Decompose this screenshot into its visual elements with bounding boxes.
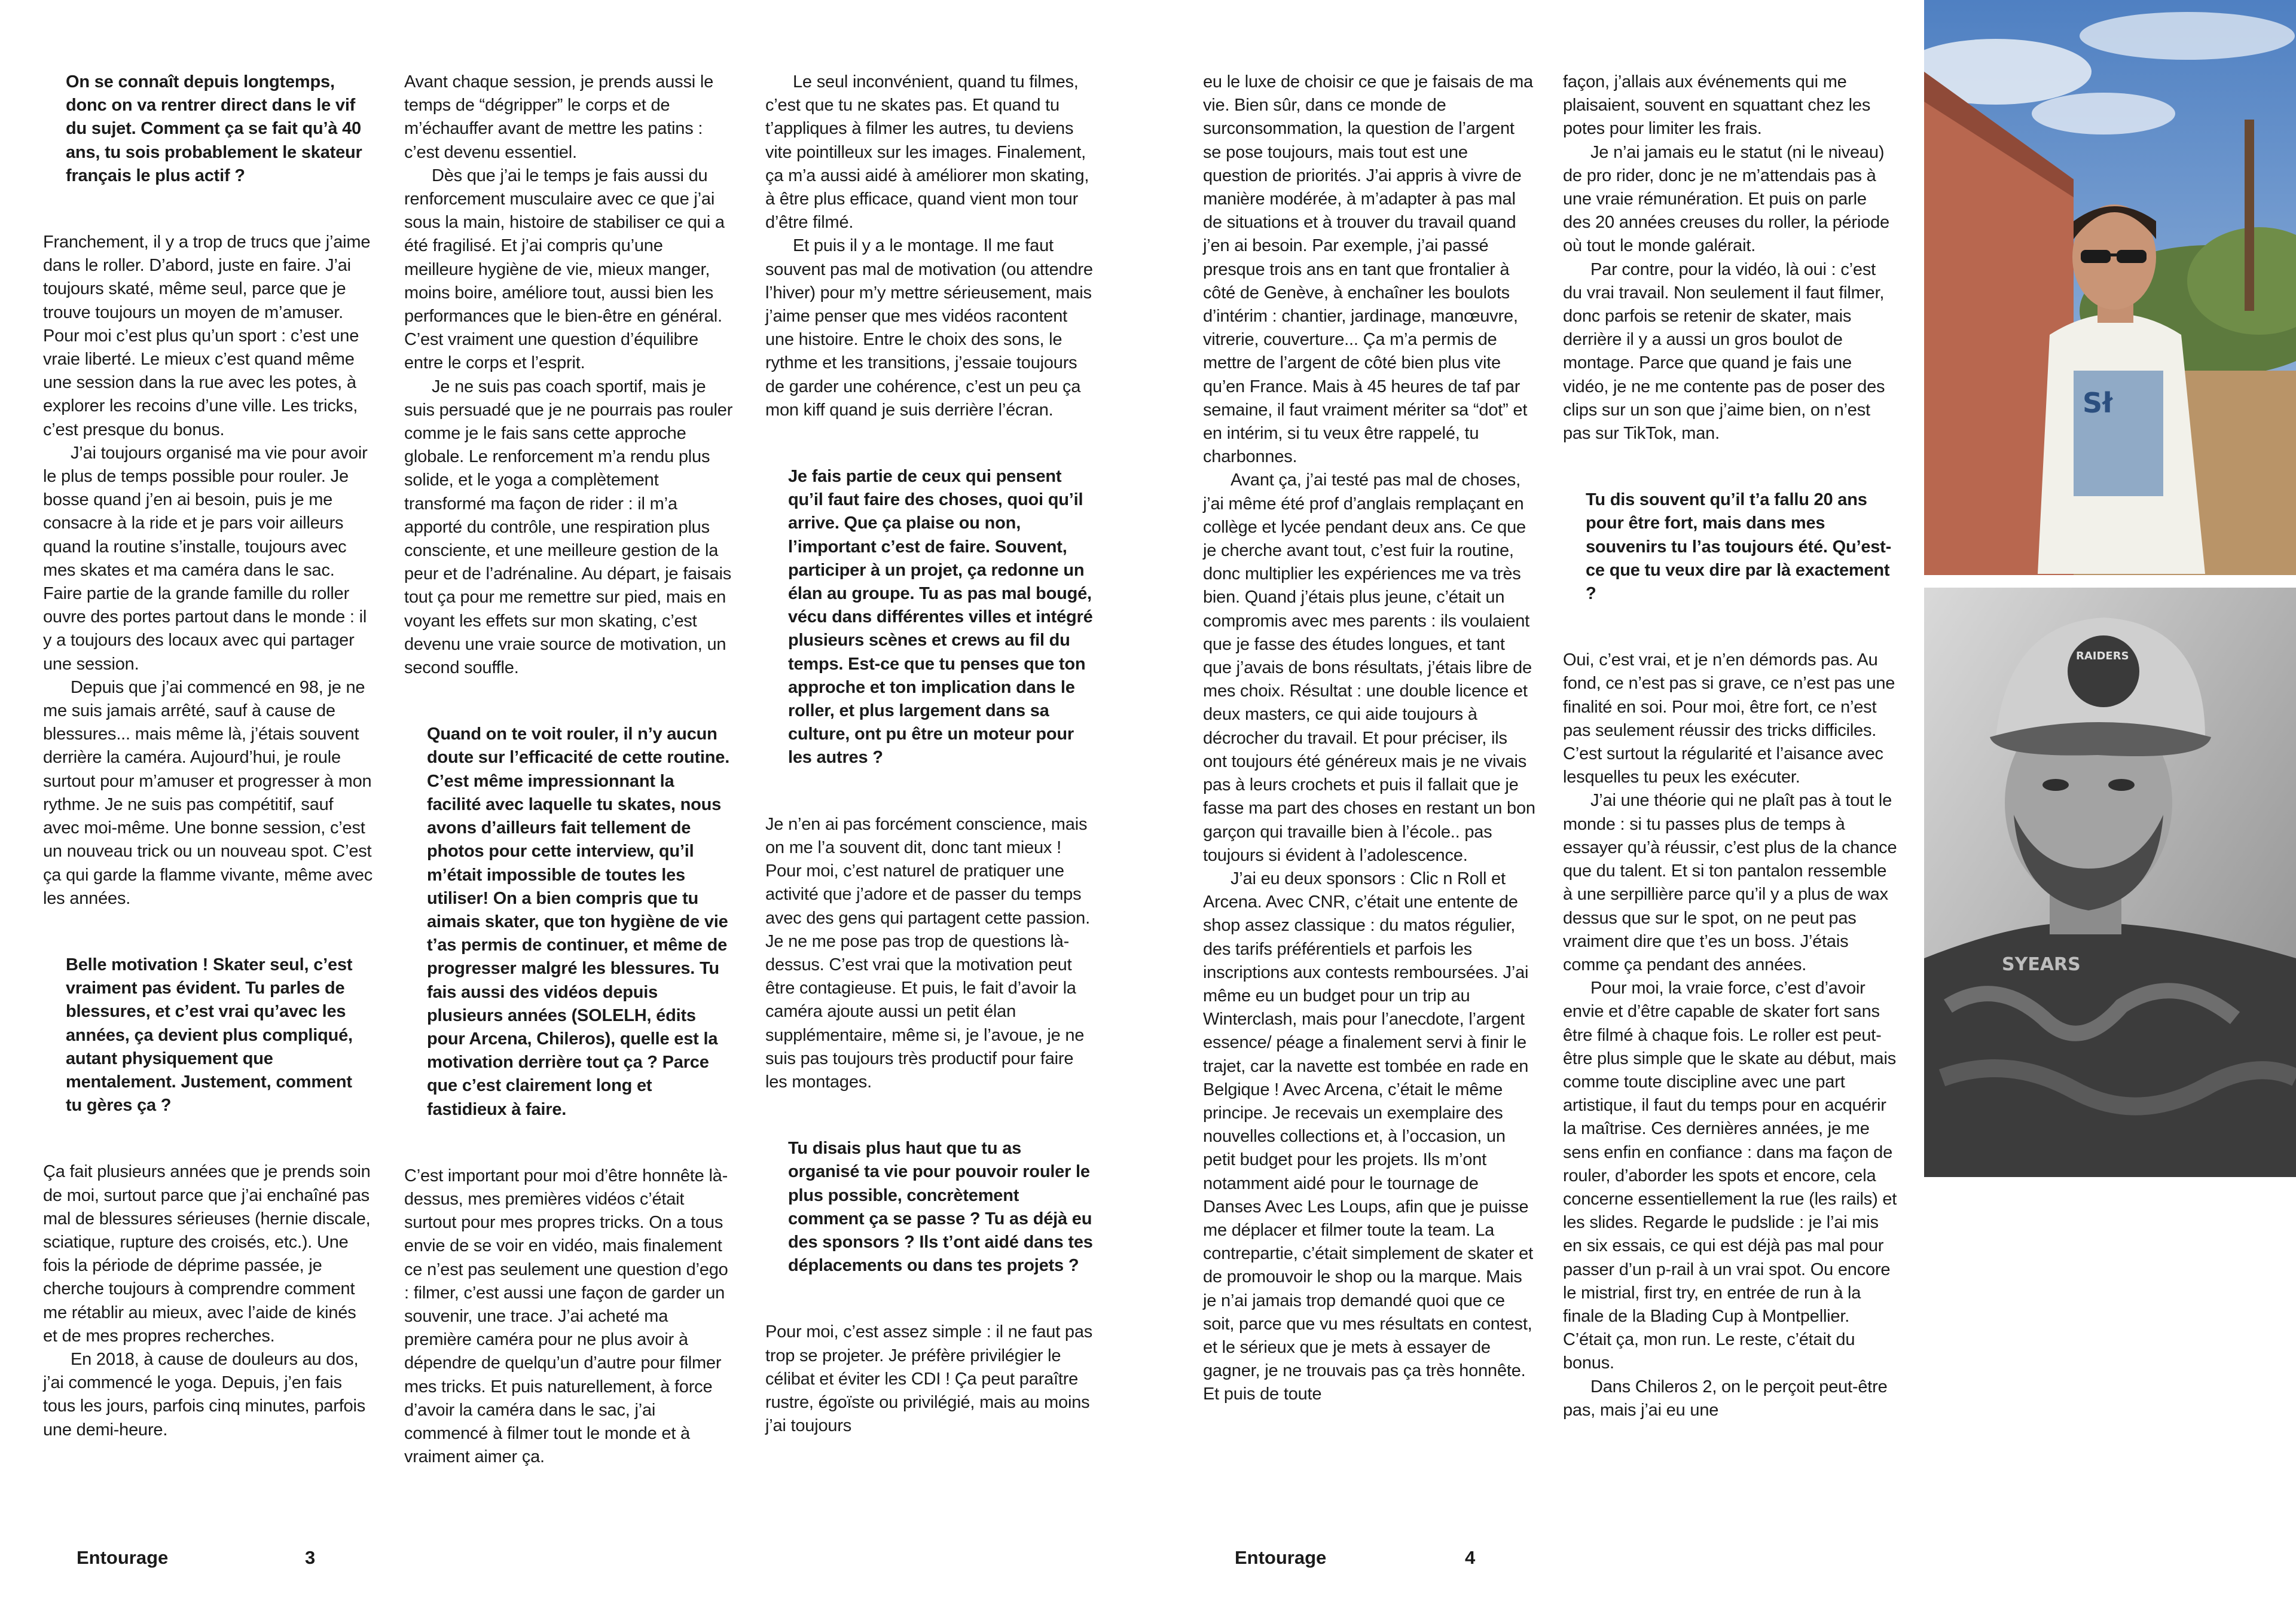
answer-paragraph: J’ai une théorie qui ne plaît pas à tout le monde : si tu passes plus de temps à essayer qu’à réussir, c’est plus de la chance que du talent. Et si ton pantalon ressemble à une serpillière parce qu’il y a plus de wax dessus que sur le spot, on ne peut pas vraiment dire que t’es un boss. J’étais comme ça pendant des années. — [1563, 791, 1897, 974]
left-column-1 — [43, 71, 373, 1442]
answer-paragraph: Pour moi, la vraie force, c’est d’avoir envie et d’être capable de skater fort sans être filmé à chaque fois. Le roller est peut-être plus simple que le skate au début, mais comme toute discipline avec une part artistique, il faut du temps pour en acquérir la maîtrise. Ces dernières années, je me sens enfin en confiance : dans ma façon de rouler, d’aborder les spots et encore, cela concerne essentiellement la rue (les rails) et les slides. Regarde le pudslide : je l’ai mis en six essais, ce qui est déjà pas mal pour passer d’un p-rail à un vrai spot. Ou encore le mistrial, first try, en entrée de run à la finale de la Blading Cup à Montpellier. C’était ça, mon run. Le reste, c’était du bonus. — [1563, 979, 1897, 1373]
interview-question: Belle motivation ! Skater seul, c’est vraiment pas évident. Tu parles de blessures, et c’est vrai qu’avec les années, ça devient plus compliqué, autant physiquement que mentalement. Justement, comment tu gères ça ? — [66, 955, 353, 1115]
answer-paragraph: Dans Chileros 2, on le perçoit peut-être pas, mais j’ai eu une — [1563, 1377, 1888, 1420]
answer-paragraph: Je n’en ai pas forcément conscience, mais on me l’a souvent dit, donc tant mieux ! Pour moi, c’est naturel de pratiquer une activité que j’adore et de passer du temps avec des gens qui partagent cette passion. Je ne me pose pas trop de questions là-dessus. C’est vrai que la motivation peut être contagieuse. Et puis, le fait d’avoir la caméra ajoute aussi un petit élan supplémentaire, même si, je l’avoue, je ne suis pas toujours très productif pour faire les montages. — [765, 814, 1090, 1092]
answer-paragraph: façon, j’allais aux événements qui me plaisaient, souvent en squattant chez les potes pour limiter les frais. — [1563, 72, 1871, 139]
left-column-2 — [404, 71, 734, 1469]
answer-paragraph: J’ai toujours organisé ma vie pour avoir le plus de temps possible pour rouler. Je bosse quand j’en ai besoin, puis je me consacre à la ride et je pars voir ailleurs quand la routine s’installe, toujours avec mes skates et ma caméra dans le sac. Faire partie de la grande famille du roller ouvre des portes partout dans le monde : il y a toujours des locaux avec qui partager une session. — [43, 443, 368, 674]
answer-paragraph: Je ne suis pas coach sportif, mais je suis persuadé que je ne pourrais pas rouler comme je le fais sans cette approche globale. Le renforcement m’a rendu plus solide, et le yoga a complètement transformé ma façon de rider : il m’a apporté du contrôle, une respiration plus consciente, et une meilleure gestion de la peur et de l’adrénaline. Au départ, je faisais tout ça pour me remettre sur pied, mais en voyant les effets sur mon skating, c’est devenu une vraie source de motivation, un second souffle. — [404, 377, 733, 678]
answer-paragraph: Dès que j’ai le temps je fais aussi du renforcement musculaire avec ce que j’ai sous la main, histoire de stabiliser ce qui a été fragilisé. Et j’ai compris qu’une meilleure hygiène de vie, mieux manger, moins boire, améliore tout, aussi bien les performances que le bien-être en général. C’est vraiment une question d’équilibre entre le corps et l’esprit. — [404, 166, 725, 373]
answer-paragraph: En 2018, à cause de douleurs au dos, j’ai commencé le yoga. Depuis, j’en fais tous les jours, parfois cinq minutes, parfois une demi-heure. — [43, 1349, 366, 1439]
interview-question: On se connaît depuis longtemps, donc on va rentrer direct dans le vif du sujet. Comment ça se fait qu’à 40 ans, tu sois probablement le skateur français le plus actif ? — [66, 72, 362, 185]
answer-paragraph: Oui, c’est vrai, et je n’en démords pas. Au fond, ce n’est pas si grave, ce n’est pas une finalité en soi. Pour moi, être fort, ce n’est pas seulement réussir des tricks difficiles. C’est surtout la régularité et l’aisance avec lesquelles tu peux les exécuter. — [1563, 650, 1895, 787]
answer-paragraph: Je n’ai jamais eu le statut (ni le niveau) de pro rider, donc je ne m’attendais pas à une vraie rémunération. Et puis on parle des 20 années creuses du roller, la période où tout le monde galérait. — [1563, 142, 1889, 256]
young-skater-photo — [1924, 0, 2296, 575]
answer-paragraph: Ça fait plusieurs années que je prends soin de moi, surtout parce que j’ai enchaîné pas mal de blessures sérieuses (hernie discale, sciatique, rupture des croisés, etc.). Une fois la période de déprime passée, je cherche toujours à comprendre comment me rétablir au mieux, avec l’aide de kinés et de mes propres recherches. — [43, 1162, 371, 1346]
answer-paragraph: Avant ça, j’ai testé pas mal de choses, j’ai même été prof d’anglais remplaçant en collège et lycée pendant deux ans. Ce que je cherche avant tout, c’est fuir la routine, donc multiplier les expériences me va très bien. Quand j’étais plus jeune, c’était un compromis avec mes parents : ils voulaient que je fasse des études longues, et tant que j’avais de bons résultats, j’étais libre de mes choix. Résultat : une double licence et deux masters, ce qui aide toujours à décrocher du travail. Et pour préciser, ils ont toujours été généreux mais je ne vivais pas à leurs crochets et puis il fallait que je fasse ma part des choses en restant un bon garçon qui travaille bien à l’école.. pas toujours si évident à l’adolescence. — [1203, 470, 1535, 865]
answer-paragraph: Par contre, pour la vidéo, là oui : c’est du vrai travail. Non seulement il faut filmer, donc parfois se retenir de skater, mais derrière il y a aussi un gros boulot de montage. Parce que quand je fais une vidéo, je ne me contente pas de poser des clips sur un son que j’aime bien, on n’est pas sur TikTok, man. — [1563, 259, 1885, 444]
shirt-print-text: Sł — [2083, 387, 2113, 419]
answer-paragraph: Et puis il y a le montage. Il me faut souvent pas mal de motivation (ou attendre l’hiver) pour m’y mettre sérieusement, mais j’aime penser que mes vidéos racontent une histoire. Entre le choix des sons, le rythme et les transitions, j’essaie toujours de garder une cohérence, c’est un peu ça mon kiff quand je suis derrière l’écran. — [765, 236, 1093, 420]
answer-paragraph: Franchement, il y a trop de trucs que j’aime dans le roller. D’abord, juste en faire. J’ai toujours skaté, même seul, parce que je trouve toujours un moyen de m’amuser. Pour moi c’est plus qu’un sport : c’est une vraie liberté. Le mieux c’est quand même une session dans la rue avec les potes, à explorer les recoins d’une ville. Les tricks, c’est presque du bonus. — [43, 233, 371, 439]
magazine-name: Entourage — [1235, 1547, 1327, 1568]
answer-paragraph: Depuis que j’ai commencé en 98, je ne me suis jamais arrêté, sauf à cause de blessures... mais même là, j’étais souvent derrière la caméra. Aujourd’hui, je roule surtout pour m’amuser et progresser à mon rythme. Je ne suis pas compétitif, sauf avec moi-même. Une bonne session, c’est un nouveau trick ou un nouveau spot. C’est ça qui garde la flamme vivante, même avec les années. — [43, 677, 373, 908]
page-number: 4 — [1465, 1547, 1476, 1568]
answer-paragraph: eu le luxe de choisir ce que je faisais de ma vie. Bien sûr, dans ce monde de surconsommation, la question de l’argent se pose toujours, mais tout est une question de priorités. J’ai appris à vivre de manière modérée, à m’adapter à pas mal de situations et à trouver du travail quand j’en ai besoin. Par exemple, j’ai passé presque trois ans en tant que frontalier à côté de Genève, à enchaîner les boulots d’intérim : chantier, jardinage, manœuvre, vitrerie, couverture... Ça m’a permis de mettre de l’argent de côté bien plus vite qu’en France. Mais à 45 heures de taf par semaine, il faut vraiment mériter sa “dot” et en intérim, si tu veux être rappelé, tu charbonnes. — [1203, 72, 1533, 467]
left-column-3 — [765, 71, 1095, 1438]
right-column-1 — [1203, 71, 1535, 1407]
right-column-2 — [1563, 71, 1898, 1422]
right-page — [1148, 0, 2296, 1623]
cap-logo-text: RAIDERS — [2076, 650, 2129, 662]
answer-paragraph: Le seul inconvénient, quand tu filmes, c’est que tu ne skates pas. Et quand tu t’appliques à filmer les autres, tu deviens vite pointilleux sur les images. Finalement, ça m’a aussi aidé à améliorer mon skating, à être plus efficace, quand vient mon tour d’être filmé. — [765, 72, 1089, 233]
interview-question: Tu disais plus haut que tu as organisé ta vie pour pouvoir rouler le plus possible, concrètement comment ça se passe ? Tu as déjà eu des sponsors ? Ils t’ont aidé dans tes déplacements ou dans tes projets ? — [788, 1139, 1093, 1276]
answer-paragraph: J’ai eu deux sponsors : Clic n Roll et Arcena. Avec CNR, c’était une entente de shop assez classique : du matos régulier, des tarifs préférentiels et parfois les inscriptions aux contests remboursées. J’ai même eu un budget pour un trip au Winterclash, mais pour l’anecdote, l’argent essence/ péage a finalement servi à finir le trajet, car la navette est tombée en rade en Belgique ! Avec Arcena, c’était le même principe. Je recevais un exemplaire des nouvelles collections et, à l’occasion, un petit budget pour les projets. Ils m’ont notamment aidé pour le tournage de Danses Avec Les Loups, afin que je puisse me déplacer et filmer toute la team. La contrepartie, c’était simplement de skater et de promouvoir le shop ou la marque. Mais je n’ai jamais trop demandé quoi que ce soit, parce que vu mes résultats en contest, et le sérieux que je mets à essayer de gagner, je ne trouvais pas ça très honnête. Et puis de toute — [1203, 869, 1533, 1404]
answer-paragraph: C’est important pour moi d’être honnête là-dessus, mes premières vidéos c’était surtout pour mes propres tricks. On a tous envie de se voir en vidéo, mais finalement ce n’est pas seulement une question d’ego : filmer, c’est aussi une façon de garder un souvenir, une trace. J’ai acheté ma première caméra pour ne plus avoir à dépendre de quelqu’un d’autre pour filmer mes tricks. Et puis naturellement, à force d’avoir la caméra dans le sac, j’ai commencé à filmer tout le monde et à vraiment aimer ça. — [404, 1166, 728, 1467]
interview-question: Tu dis souvent qu’il t’a fallu 20 ans pour être fort, mais dans mes souvenirs tu l’as toujours été. Qu’est-ce que tu veux dire par là exactement ? — [1586, 490, 1892, 604]
interview-question: Je fais partie de ceux qui pensent qu’il faut faire des choses, quoi qu’il arrive. Que ça plaise ou non, l’important c’est de faire. Souvent, participer à un projet, ça redonne un élan au groupe. Tu as pas mal bougé, vécu dans différentes villes et intégré plusieurs scènes et crews au fil du temps. Est-ce que tu penses que ton approche et ton implication dans le roller, et plus largement dans sa culture, ont pu être un moteur pour les autres ? — [788, 467, 1093, 768]
magazine-name: Entourage — [77, 1547, 169, 1568]
answer-paragraph: Pour moi, c’est assez simple : il ne faut pas trop se projeter. Je préfère privilégier le célibat et éviter les CDI ! Ça peut paraître rustre, égoïste ou privilégié, mais au moins j’ai toujours — [765, 1322, 1093, 1436]
page-number: 3 — [305, 1547, 316, 1568]
skater-portrait-photo — [1924, 588, 2296, 1177]
answer-paragraph: Avant chaque session, je prends aussi le temps de “dégripper” le corps et de m’échauffer avant de mettre les patins : c’est devenu essentiel. — [404, 72, 714, 162]
interview-question: Quand on te voit rouler, il n’y aucun doute sur l’efficacité de cette routine. C’est même impressionnant la facilité avec laquelle tu skates, nous avons d’ailleurs fait tellement de photos pour cette interview, qu’il m’était impossible de toutes les utiliser! On a bien compris que tu aimais skater, que ton hygiène de vie t’as permis de continuer, et même de progresser malgré les blessures. Tu fais aussi des vidéos depuis plusieurs années (SOLELH, édits pour Arcena, Chileros), quelle est la motivation derrière tout ça ? Parce que c’est clairement long et fastidieux à faire. — [427, 725, 730, 1119]
shirt-print-text: SYEARS — [2002, 954, 2081, 975]
